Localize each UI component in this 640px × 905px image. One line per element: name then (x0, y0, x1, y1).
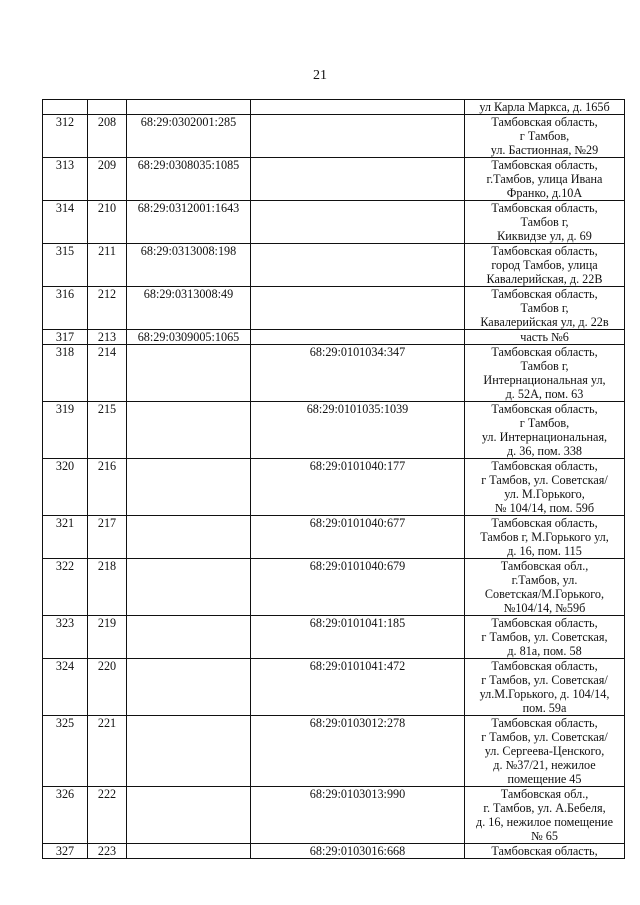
address-line: д. 81а, пом. 58 (507, 644, 582, 658)
cadastral-number-cell (127, 616, 251, 659)
address-line: Тамбовская область, (491, 402, 598, 416)
sub-number-cell: 211 (88, 244, 127, 287)
cadastral-number-cell (127, 787, 251, 844)
row-number-cell: 324 (43, 659, 88, 716)
address-line: г Тамбов, ул. Советская/ (481, 473, 608, 487)
premises-cadastral-number-cell (251, 287, 465, 330)
address-line: г Тамбов, (519, 416, 570, 430)
premises-cadastral-number-cell: 68:29:0103013:990 (251, 787, 465, 844)
cadastral-number-cell (127, 659, 251, 716)
page-number: 21 (313, 68, 327, 83)
table-row (43, 345, 625, 402)
address-line: Кавалерийская, д. 22В (486, 272, 603, 286)
cadastral-number-cell: 68:29:0312001:1643 (127, 201, 251, 244)
address-line: ул.М.Горького, д. 104/14, (479, 687, 610, 701)
cadastral-number-cell: 68:29:0309005:1065 (127, 330, 251, 345)
cadastral-number-cell: 68:29:0308035:1085 (127, 158, 251, 201)
sub-number-cell: 212 (88, 287, 127, 330)
premises-cadastral-number-cell: 68:29:0101035:1039 (251, 402, 465, 459)
address-cell (465, 158, 625, 201)
address-cell (465, 100, 625, 115)
address-line: Тамбов г, (520, 215, 569, 229)
address-line: Тамбов г, (520, 359, 569, 373)
address-cell (465, 201, 625, 244)
address-line: д. 52А, пом. 63 (505, 387, 584, 401)
premises-cadastral-number-cell: 68:29:0101034:347 (251, 345, 465, 402)
table-row (43, 244, 625, 287)
address-cell (465, 787, 625, 844)
address-line: ул. Бастионная, №29 (490, 143, 599, 157)
address-line: № 104/14, пом. 59б (494, 501, 595, 515)
row-number-cell: 316 (43, 287, 88, 330)
address-line: ул. Интернациональная, (481, 430, 608, 444)
address-line: д. 36, пом. 338 (506, 444, 583, 458)
sub-number-cell: 208 (88, 115, 127, 158)
sub-number-cell: 217 (88, 516, 127, 559)
address-line: Тамбовская область, (491, 287, 598, 301)
premises-cadastral-number-cell: 68:29:0101041:472 (251, 659, 465, 716)
property-table (42, 99, 625, 859)
address-cell (465, 244, 625, 287)
address-cell (465, 287, 625, 330)
address-line: г Тамбов, ул. Советская, (481, 630, 608, 644)
premises-cadastral-number-cell (251, 100, 465, 115)
address-line: Тамбовская обл., (500, 787, 589, 801)
premises-cadastral-number-cell (251, 330, 465, 345)
address-line: Интернациональная ул, (483, 373, 606, 387)
address-line: Тамбовская область, (491, 716, 598, 730)
address-line: д. 16, нежилое помещение (476, 815, 613, 829)
sub-number-cell: 222 (88, 787, 127, 844)
address-line: Тамбовская область, (491, 158, 598, 172)
sub-number-cell: 209 (88, 158, 127, 201)
address-line: г.Тамбов, улица Ивана (486, 172, 603, 186)
table-row (43, 459, 625, 516)
table-row (43, 844, 625, 859)
row-number-cell: 327 (43, 844, 88, 859)
table-row (43, 616, 625, 659)
sub-number-cell: 210 (88, 201, 127, 244)
address-line: г.Тамбов, ул. (511, 573, 578, 587)
cadastral-number-cell: 68:29:0313008:198 (127, 244, 251, 287)
address-line: часть №6 (520, 330, 569, 344)
address-line: ул. Сергеева-Ценского, (484, 744, 605, 758)
premises-cadastral-number-cell: 68:29:0103012:278 (251, 716, 465, 787)
address-line: д. 16, пом. 115 (507, 544, 582, 558)
premises-cadastral-number-cell (251, 158, 465, 201)
address-line: д. №37/21, нежилое (493, 758, 596, 772)
address-line: Тамбовская область, (491, 616, 598, 630)
address-line: г Тамбов, ул. Советская/ (481, 673, 608, 687)
premises-cadastral-number-cell (251, 115, 465, 158)
address-line: Советская/М.Горького, (484, 587, 605, 601)
cadastral-number-cell (127, 345, 251, 402)
table-row (43, 115, 625, 158)
sub-number-cell: 214 (88, 345, 127, 402)
sub-number-cell: 216 (88, 459, 127, 516)
address-line: Тамбовская область, (491, 844, 598, 858)
premises-cadastral-number-cell: 68:29:0101040:679 (251, 559, 465, 616)
premises-cadastral-number-cell (251, 244, 465, 287)
table-row (43, 100, 625, 115)
address-line: г. Тамбов, ул. А.Бебеля, (483, 801, 606, 815)
row-number-cell: 323 (43, 616, 88, 659)
row-number-cell: 318 (43, 345, 88, 402)
cadastral-number-cell: 68:29:0302001:285 (127, 115, 251, 158)
cadastral-number-cell (127, 459, 251, 516)
premises-cadastral-number-cell: 68:29:0103016:668 (251, 844, 465, 859)
row-number-cell: 321 (43, 516, 88, 559)
address-line: Тамбовская область, (491, 115, 598, 129)
address-line: № 65 (531, 829, 558, 843)
table-row (43, 516, 625, 559)
row-number-cell: 325 (43, 716, 88, 787)
address-line: Тамбовская обл., (500, 559, 589, 573)
address-line: Киквидзе ул, д. 69 (497, 229, 592, 243)
row-number-cell (43, 100, 88, 115)
premises-cadastral-number-cell: 68:29:0101040:677 (251, 516, 465, 559)
table-row (43, 201, 625, 244)
cadastral-number-cell (127, 516, 251, 559)
address-line: помещение 45 (507, 772, 582, 786)
cadastral-number-cell (127, 844, 251, 859)
row-number-cell: 315 (43, 244, 88, 287)
address-cell (465, 659, 625, 716)
address-line: Тамбовская область, (491, 244, 598, 258)
address-cell (465, 716, 625, 787)
address-line: ул. М.Горького, (504, 487, 585, 501)
address-line: Тамбовская область, (491, 516, 598, 530)
address-line: Тамбов г, М.Горького ул, (480, 530, 609, 544)
table-row (43, 559, 625, 616)
sub-number-cell: 223 (88, 844, 127, 859)
sub-number-cell: 213 (88, 330, 127, 345)
address-cell (465, 345, 625, 402)
address-cell (465, 559, 625, 616)
table-row (43, 787, 625, 844)
table-row (43, 659, 625, 716)
row-number-cell: 312 (43, 115, 88, 158)
address-cell (465, 516, 625, 559)
premises-cadastral-number-cell: 68:29:0101041:185 (251, 616, 465, 659)
cadastral-number-cell (127, 559, 251, 616)
address-line: Франко, д.10А (506, 186, 583, 200)
table-row (43, 402, 625, 459)
sub-number-cell: 220 (88, 659, 127, 716)
table-row (43, 716, 625, 787)
address-cell (465, 844, 625, 859)
property-table-body (43, 100, 625, 859)
address-line: г Тамбов, (519, 129, 570, 143)
address-line: Кавалерийская ул, д. 22в (480, 315, 609, 329)
row-number-cell: 320 (43, 459, 88, 516)
address-line: №104/14, №59б (503, 601, 586, 615)
cadastral-number-cell (127, 402, 251, 459)
sub-number-cell: 215 (88, 402, 127, 459)
sub-number-cell: 219 (88, 616, 127, 659)
address-line: город Тамбов, улица (491, 258, 598, 272)
sub-number-cell (88, 100, 127, 115)
address-line: Тамбов г, (520, 301, 569, 315)
address-line: Тамбовская область, (491, 201, 598, 215)
address-line: пом. 59а (522, 701, 567, 715)
row-number-cell: 319 (43, 402, 88, 459)
address-cell (465, 616, 625, 659)
address-cell (465, 115, 625, 158)
table-row (43, 287, 625, 330)
row-number-cell: 314 (43, 201, 88, 244)
cadastral-number-cell (127, 716, 251, 787)
address-line: г Тамбов, ул. Советская/ (481, 730, 608, 744)
premises-cadastral-number-cell (251, 201, 465, 244)
cadastral-number-cell: 68:29:0313008:49 (127, 287, 251, 330)
address-line: Тамбовская область, (491, 459, 598, 473)
table-row (43, 158, 625, 201)
address-line: Тамбовская область, (491, 659, 598, 673)
row-number-cell: 313 (43, 158, 88, 201)
sub-number-cell: 221 (88, 716, 127, 787)
table-row (43, 330, 625, 345)
row-number-cell: 317 (43, 330, 88, 345)
address-cell (465, 330, 625, 345)
cadastral-number-cell (127, 100, 251, 115)
premises-cadastral-number-cell: 68:29:0101040:177 (251, 459, 465, 516)
address-cell (465, 402, 625, 459)
address-line: Тамбовская область, (491, 345, 598, 359)
row-number-cell: 322 (43, 559, 88, 616)
address-cell (465, 459, 625, 516)
address-line: ул Карла Маркса, д. 165б (479, 100, 610, 114)
row-number-cell: 326 (43, 787, 88, 844)
sub-number-cell: 218 (88, 559, 127, 616)
